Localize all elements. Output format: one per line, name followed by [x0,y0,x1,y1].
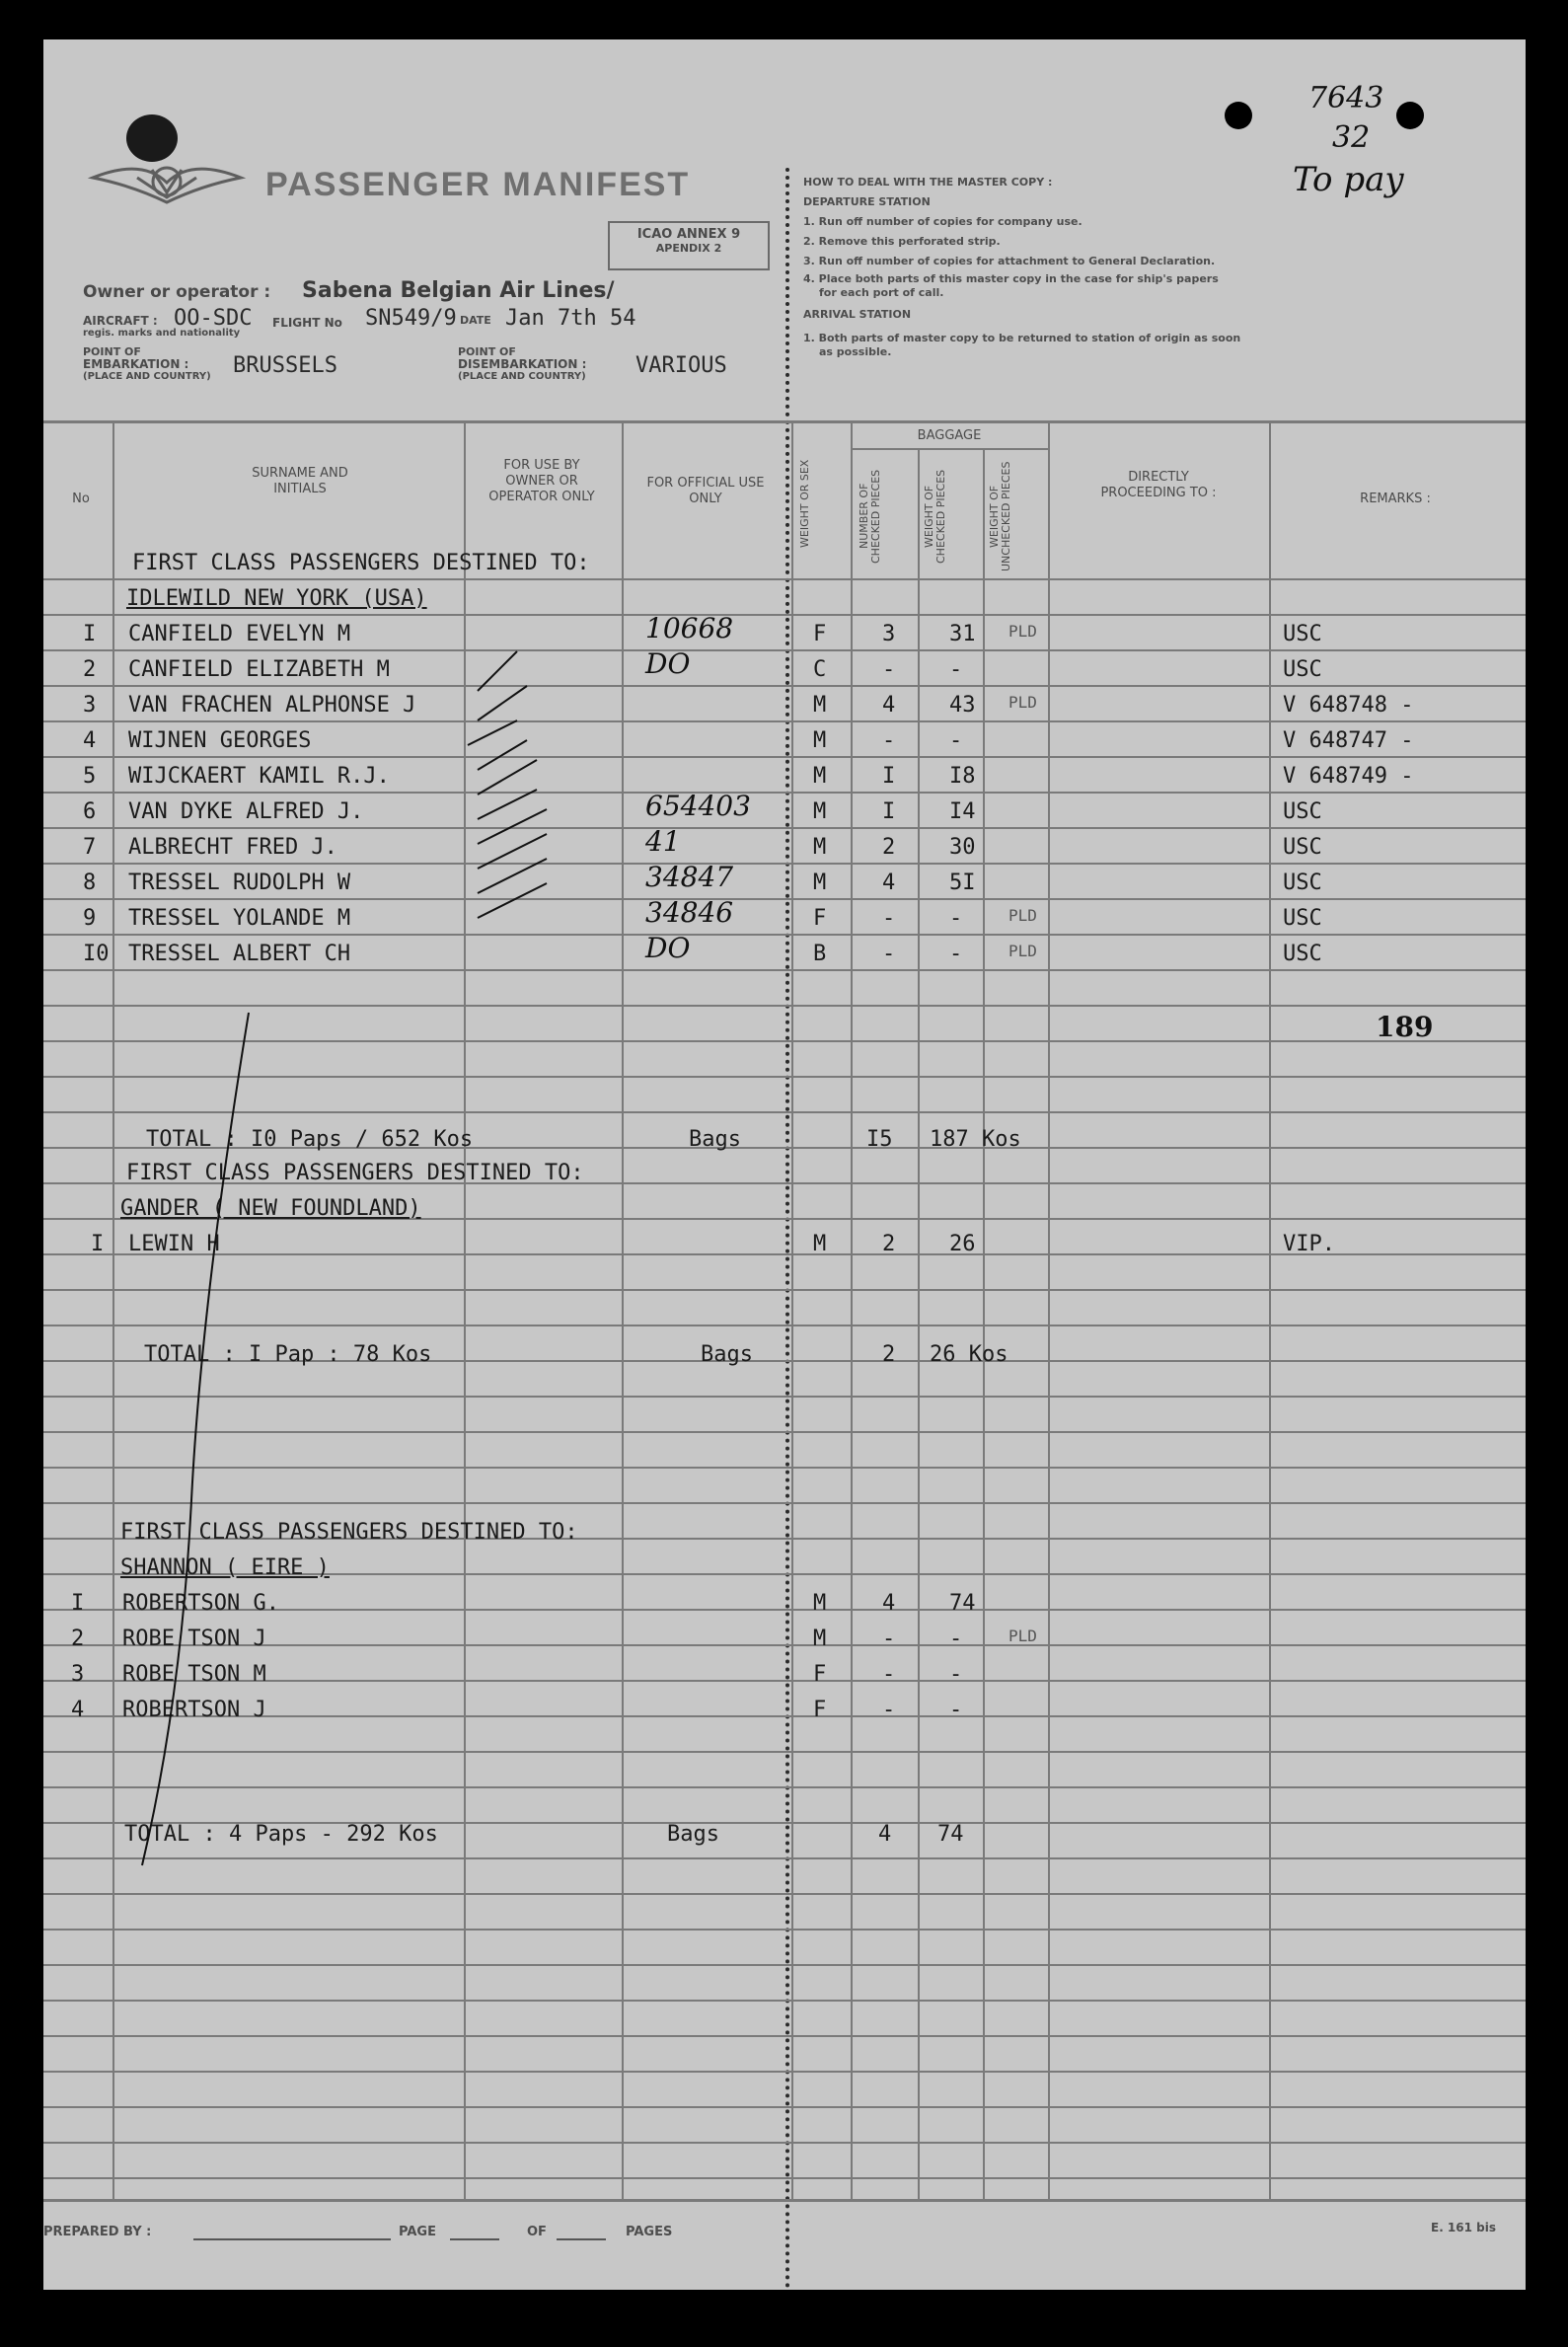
remarks-value: VIP. [1283,1232,1335,1256]
checked-weight: 30 [949,835,976,860]
passenger-name: LEWIN H [128,1232,220,1256]
row-line [43,1786,1526,1788]
embark-label-1: POINT OF [83,345,141,358]
passenger-row [43,1226,1526,1261]
row-number: 8 [83,871,97,895]
passenger-row [43,687,1526,722]
flight-label: FLIGHT No [272,316,342,330]
instruction-line: 3. Run off number of copies for attachment to General Declaration. [803,255,1216,267]
table-top-border [43,420,1526,423]
date-value: Jan 7th 54 [505,306,636,331]
row-number: I [91,1232,105,1256]
passenger-name: ALBRECHT FRED J. [128,835,337,860]
passenger-row [43,932,1526,971]
row-line [43,1289,1526,1291]
passenger-name: TRESSEL ALBERT CH [128,942,351,966]
row-line [43,1893,1526,1895]
passenger-name: CANFIELD ELIZABETH M [128,657,390,682]
checked-weight: I8 [949,764,976,789]
remarks-value: V 648748 - [1283,693,1414,718]
aircraft-sub: regis. marks and nationality [83,328,241,339]
passenger-row [43,1692,1526,1727]
embark-label-2: EMBARKATION : [83,357,189,371]
row-line [43,1502,1526,1504]
col-wt-checked-header: WEIGHT OF CHECKED PIECES [923,469,947,564]
date-label: DATE [460,314,491,327]
checked-pieces: - [882,1698,896,1722]
checked-weight: - [949,728,963,753]
checked-pieces: 4 [882,1591,896,1616]
row-number: 2 [83,657,97,682]
instruction-line: 1. Both parts of master copy to be returned to station of origin as soon [803,332,1241,344]
passenger-name: TRESSEL YOLANDE M [128,906,351,931]
bags-wt: 74 [937,1822,964,1847]
remarks-value: USC [1283,906,1322,931]
page-label: PAGE [399,2225,436,2239]
checked-pieces: - [882,1662,896,1687]
passenger-row [43,1585,1526,1621]
checked-weight: 31 [949,622,976,646]
section-heading: IDLEWILD NEW YORK (USA) [126,586,427,611]
disembark-label-2: DISEMBARKATION : [458,357,587,371]
col-weight-sex-header: WEIGHT OR SEX [798,459,811,548]
bags-num: 2 [882,1342,896,1367]
passenger-row [43,861,1526,900]
remark-note: 189 [1376,1011,1434,1043]
of-line [557,2238,606,2240]
directly-proceeding: PLD [1008,693,1037,712]
checked-pieces: - [882,906,896,931]
row-line [43,1111,1526,1113]
instruction-line: HOW TO DEAL WITH THE MASTER COPY : [803,176,1053,189]
owner-value: Sabena Belgian Air Lines/ [302,278,615,303]
sex-value: F [813,1662,827,1687]
row-line [43,2106,1526,2108]
total-row [43,1816,1526,1852]
col-baggage-header: BAGGAGE [917,428,982,443]
instruction-line: 2. Remove this perforated strip. [803,235,1001,248]
col-wt-unchecked-header: WEIGHT OF UNCHECKED PIECES [988,461,1012,571]
icao-box [608,221,770,270]
section-heading: SHANNON ( EIRE ) [120,1555,330,1580]
passenger-row [43,612,1526,651]
passenger-name: TRESSEL RUDOLPH W [128,871,351,895]
sex-value: M [813,799,827,824]
passenger-row [43,758,1526,794]
col-remarks-header: REMARKS : [1360,492,1431,506]
footer-border [43,2199,1526,2202]
remarks-value: USC [1283,871,1322,895]
col-surname-header: SURNAME AND INITIALS [252,466,348,496]
instruction-line: 4. Place both parts of this master copy in the case for ship's papers [803,272,1219,285]
row-number: 2 [71,1627,85,1651]
directly-proceeding: PLD [1008,622,1037,641]
row-line [43,1005,1526,1007]
row-number: 3 [83,693,97,718]
disembark-value: VARIOUS [635,353,727,378]
disembark-label-1: POINT OF [458,345,516,358]
bags-num: I5 [866,1127,893,1152]
row-line [43,2071,1526,2073]
remarks-value: V 648747 - [1283,728,1414,753]
sex-value: B [813,942,827,966]
sex-value: M [813,1627,827,1651]
row-line [43,2035,1526,2037]
bags-wt: 26 Kos [930,1342,1008,1367]
sex-value: F [813,906,827,931]
prepared-by-line [193,2238,391,2240]
row-line [43,2177,1526,2179]
checked-pieces: - [882,728,896,753]
checked-pieces: 2 [882,1232,896,1256]
row-number: 3 [71,1662,85,1687]
row-number: I [83,622,97,646]
sabena-logo-icon [83,99,251,207]
passenger-row [43,1656,1526,1692]
total-text: TOTAL : I0 Paps / 652 Kos [146,1127,474,1152]
remarks-value: USC [1283,942,1322,966]
manifest-sheet [43,39,1526,2290]
flight-value: SN549/9 [365,306,457,331]
passenger-row [43,647,1526,687]
passenger-row [43,825,1526,865]
checked-weight: - [949,942,963,966]
row-number: I [71,1591,85,1616]
passenger-name: WIJNEN GEORGES [128,728,312,753]
row-line [43,1929,1526,1931]
punch-hole-icon [1224,101,1253,130]
checked-weight: 74 [949,1591,976,1616]
col-directly-header: DIRECTLY PROCEEDING TO : [1100,470,1217,500]
total-row [43,1121,1526,1157]
passenger-name: VAN FRACHEN ALPHONSE J [128,693,416,718]
owner-use-value: 34846 [645,896,734,929]
passenger-row [43,1621,1526,1656]
owner-use-value: DO [645,647,691,680]
prepared-by-label: PREPARED BY : [43,2225,152,2239]
handwritten-note: To pay [1293,160,1404,199]
remarks-value: V 648749 - [1283,764,1414,789]
row-number: 6 [83,799,97,824]
checked-weight: 26 [949,1232,976,1256]
checked-pieces: - [882,1627,896,1651]
embark-value: BRUSSELS [233,353,337,378]
bags-wt: 187 Kos [930,1127,1021,1152]
checked-weight: 5I [949,871,976,895]
owner-label: Owner or operator : [83,282,271,302]
instruction-line: for each port of call. [819,286,944,299]
remarks-value: USC [1283,835,1322,860]
row-number: 7 [83,835,97,860]
form-number: E. 161 bis [1431,2221,1497,2234]
embark-sub: (PLACE AND COUNTRY) [83,371,211,382]
row-number: 4 [83,728,97,753]
sex-value: M [813,835,827,860]
row-line [43,1431,1526,1433]
total-text: TOTAL : I Pap : 78 Kos [144,1342,432,1367]
row-line [43,2000,1526,2002]
passenger-name: VAN DYKE ALFRED J. [128,799,364,824]
row-line [43,1857,1526,1859]
passenger-name: CANFIELD EVELYN M [128,622,351,646]
sex-value: C [813,657,827,682]
remarks-value: USC [1283,657,1322,682]
aircraft-value: OO-SDC [174,306,253,331]
checked-pieces: 2 [882,835,896,860]
passenger-name: ROBE TSON J [122,1627,266,1651]
total-row [43,1336,1526,1372]
bags-label: Bags [701,1342,753,1367]
row-number: 9 [83,906,97,931]
col-owner-header: FOR USE BY OWNER OR OPERATOR ONLY [488,458,595,504]
row-line [43,1467,1526,1469]
sex-value: F [813,1698,827,1722]
instruction-line: DEPARTURE STATION [803,195,931,208]
row-line [43,1325,1526,1326]
owner-use-value: 10668 [645,612,734,644]
passenger-row [43,722,1526,758]
checked-weight: - [949,1627,963,1651]
row-line [43,1751,1526,1753]
checked-weight: - [949,906,963,931]
section-heading: GANDER ( NEW FOUNDLAND) [120,1196,421,1221]
row-number: 5 [83,764,97,789]
checked-weight: I4 [949,799,976,824]
owner-use-value: 41 [645,825,681,858]
checked-pieces: 4 [882,871,896,895]
disembark-sub: (PLACE AND COUNTRY) [458,371,586,382]
instruction-line: as possible. [819,345,892,358]
owner-use-value: 654403 [645,790,751,822]
icao-line-2: APENDIX 2 [655,242,722,255]
baggage-divider [851,448,1048,450]
pages-label: PAGES [626,2225,673,2239]
icao-line-1: ICAO ANNEX 9 [636,227,741,242]
bags-label: Bags [689,1127,741,1152]
row-number: 4 [71,1698,85,1722]
bags-label: Bags [667,1822,719,1847]
sex-value: M [813,1591,827,1616]
section-heading: FIRST CLASS PASSENGERS DESTINED TO: [126,1161,584,1185]
sex-value: F [813,622,827,646]
col-no-header: No [72,492,90,506]
row-line [43,2142,1526,2144]
passenger-row [43,896,1526,936]
col-num-checked-header: NUMBER OF CHECKED PIECES [858,469,882,564]
section-heading: FIRST CLASS PASSENGERS DESTINED TO: [120,1520,578,1545]
checked-weight: - [949,1662,963,1687]
aircraft-label: AIRCRAFT : [83,314,158,328]
remarks-value: USC [1283,622,1322,646]
passenger-row [43,790,1526,829]
handwritten-note: 7643 [1308,81,1384,115]
checked-pieces: 4 [882,693,896,718]
remarks-value: USC [1283,799,1322,824]
checked-weight: - [949,1698,963,1722]
section-heading: FIRST CLASS PASSENGERS DESTINED TO: [132,551,590,575]
form-title: PASSENGER MANIFEST [265,166,691,203]
punch-hole-icon [1395,101,1425,130]
row-line [43,1040,1526,1042]
checked-weight: 43 [949,693,976,718]
check-marks [458,632,576,1007]
handwritten-note: 32 [1332,120,1371,155]
checked-pieces: I [882,799,896,824]
row-line [43,1076,1526,1078]
directly-proceeding: PLD [1008,906,1037,925]
total-text: TOTAL : 4 Paps - 292 Kos [124,1822,438,1847]
row-number: I0 [83,942,110,966]
row-line [43,1396,1526,1398]
checked-pieces: - [882,942,896,966]
of-label: OF [527,2225,547,2239]
sex-value: M [813,728,827,753]
checked-pieces: I [882,764,896,789]
passenger-name: WIJCKAERT KAMIL R.J. [128,764,390,789]
sex-value: M [813,693,827,718]
passenger-name: ROBERTSON J [122,1698,266,1722]
handwritten-stroke [132,1007,261,1875]
sex-value: M [813,871,827,895]
row-line [43,1964,1526,1966]
sex-value: M [813,1232,827,1256]
sex-value: M [813,764,827,789]
directly-proceeding: PLD [1008,942,1037,960]
owner-use-value: 34847 [645,861,734,893]
checked-weight: - [949,657,963,682]
instruction-line: 1. Run off number of copies for company use. [803,215,1083,228]
bags-num: 4 [878,1822,892,1847]
col-official-header: FOR OFFICIAL USE ONLY [646,476,765,506]
instruction-line: ARRIVAL STATION [803,308,912,321]
page-line [450,2238,499,2240]
owner-use-value: DO [645,932,691,964]
checked-pieces: - [882,657,896,682]
directly-proceeding: PLD [1008,1627,1037,1645]
checked-pieces: 3 [882,622,896,646]
passenger-name: ROBE TSON M [122,1662,266,1687]
passenger-name: ROBERTSON G. [122,1591,279,1616]
